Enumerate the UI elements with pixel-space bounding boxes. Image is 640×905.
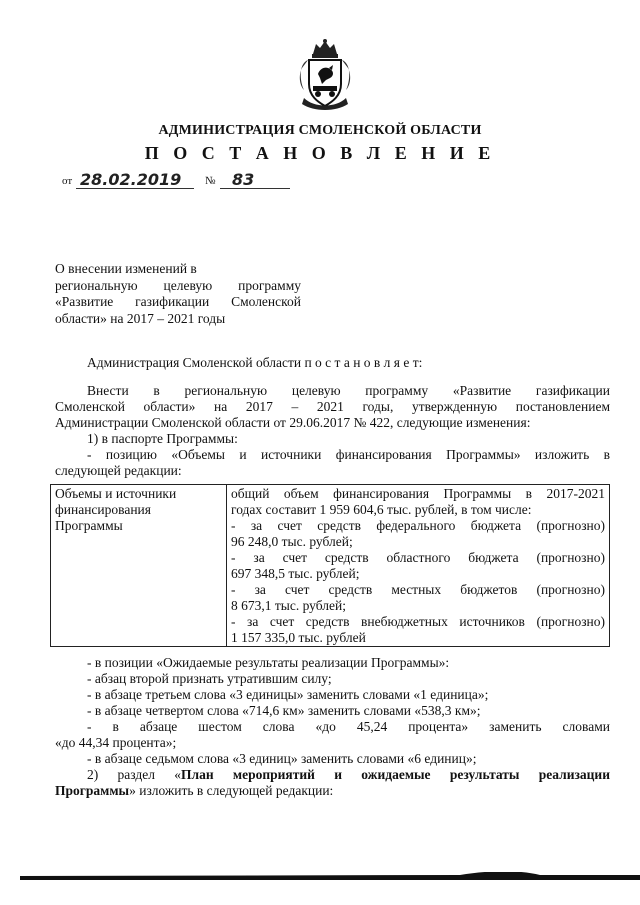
cell-line: финансирования	[55, 502, 151, 517]
list-item: - в абзаце седьмом слова «3 единиц» заменить словами «6 единиц»;	[87, 751, 477, 766]
item-2-suffix: » изложить в следующей редакции:	[129, 783, 334, 798]
item-2-bold-text: Программы	[55, 783, 130, 798]
date-prefix: от	[62, 175, 73, 187]
cell-line: Объемы и источники	[55, 486, 177, 501]
document-type-title: П О С Т А Н О В Л Е Н И Е	[144, 143, 496, 163]
cell-line: 8 673,1 тыс. рублей;	[231, 598, 346, 613]
number-prefix: №	[205, 175, 216, 187]
cell-line: - за счет средств областного бюджета (прогнозно)	[231, 550, 605, 565]
cell-line: 1 157 335,0 тыс. рублей	[231, 630, 366, 645]
list-item: - в абзаце шестом слова «до 45,24 процента» заменить словами	[87, 719, 610, 734]
amendments-list	[55, 655, 610, 799]
scan-edge-bar	[20, 872, 640, 881]
cell-line: 697 348,5 тыс. рублей;	[231, 566, 360, 581]
item-2-heading	[55, 767, 610, 783]
cell-line: годах составит 1 959 604,6 тыс. рублей, в том числе:	[231, 502, 532, 517]
handwritten-number: 83	[232, 170, 255, 189]
item-2-prefix: 2) раздел «	[87, 767, 182, 782]
subject-line: «Развитие газификации Смоленской	[55, 294, 301, 309]
cell-line: Программы	[55, 518, 123, 533]
organization-name: АДМИНИСТРАЦИЯ СМОЛЕНСКОЙ ОБЛАСТИ	[158, 123, 482, 138]
paragraph-line: - позицию «Объемы и источники финансирования Программы» изложить в	[87, 447, 610, 462]
subject-line: О внесении изменений в	[55, 261, 197, 276]
table-row	[51, 485, 610, 647]
list-item: - в абзаце четвертом слова «714,6 км» заменить словами «538,3 км»;	[87, 703, 481, 718]
cell-line: - за счет средств федерального бюджета (прогнозно)	[231, 518, 605, 533]
financing-table	[50, 484, 610, 647]
table-cell-content	[227, 485, 610, 647]
coat-of-arms-emblem	[296, 38, 354, 112]
preamble-text: Администрация Смоленской области п о с т а н о в л я е т:	[87, 355, 423, 370]
document-subject	[55, 261, 301, 327]
number-underline	[220, 188, 290, 189]
preamble	[55, 355, 610, 371]
paragraph-line: Администрации Смоленской области от 29.06.2017 № 422, следующие изменения:	[55, 415, 531, 430]
handwritten-date: 28.02.2019	[80, 170, 182, 189]
cell-line: 96 248,0 тыс. рублей;	[231, 534, 353, 549]
item-2-continuation	[55, 783, 610, 799]
list-item: - абзац второй признать утратившим силу;	[87, 671, 332, 686]
subject-line: области» на 2017 – 2021 годы	[55, 310, 226, 326]
paragraph-line: следующей редакции:	[55, 463, 182, 478]
paragraph-line: Внести в региональную целевую программу «Развитие газификации	[87, 383, 610, 398]
cell-line: - за счет средств внебюджетных источников (прогнозно)	[231, 614, 605, 629]
subject-line: региональную целевую программу	[55, 277, 301, 293]
list-item: - в абзаце третьем слова «3 единицы» заменить словами «1 единица»;	[87, 687, 489, 702]
main-paragraph	[55, 383, 610, 479]
date-underline	[76, 188, 194, 189]
cell-line: общий объем финансирования Программы в 2017-2021	[231, 486, 605, 501]
item-2-bold-text: План мероприятий и ожидаемые результаты реализации	[181, 767, 610, 782]
list-item: «до 44,34 процента»;	[55, 735, 177, 750]
cell-line: - за счет средств местных бюджетов (прогнозно)	[231, 582, 605, 597]
list-item: - в позиции «Ожидаемые результаты реализации Программы»:	[87, 655, 450, 670]
table-cell-position	[51, 485, 227, 647]
item-1-heading: 1) в паспорте Программы:	[87, 431, 238, 446]
paragraph-line: Смоленской области» на 2017 – 2021 годы, утвержденную постановлением	[55, 399, 610, 414]
